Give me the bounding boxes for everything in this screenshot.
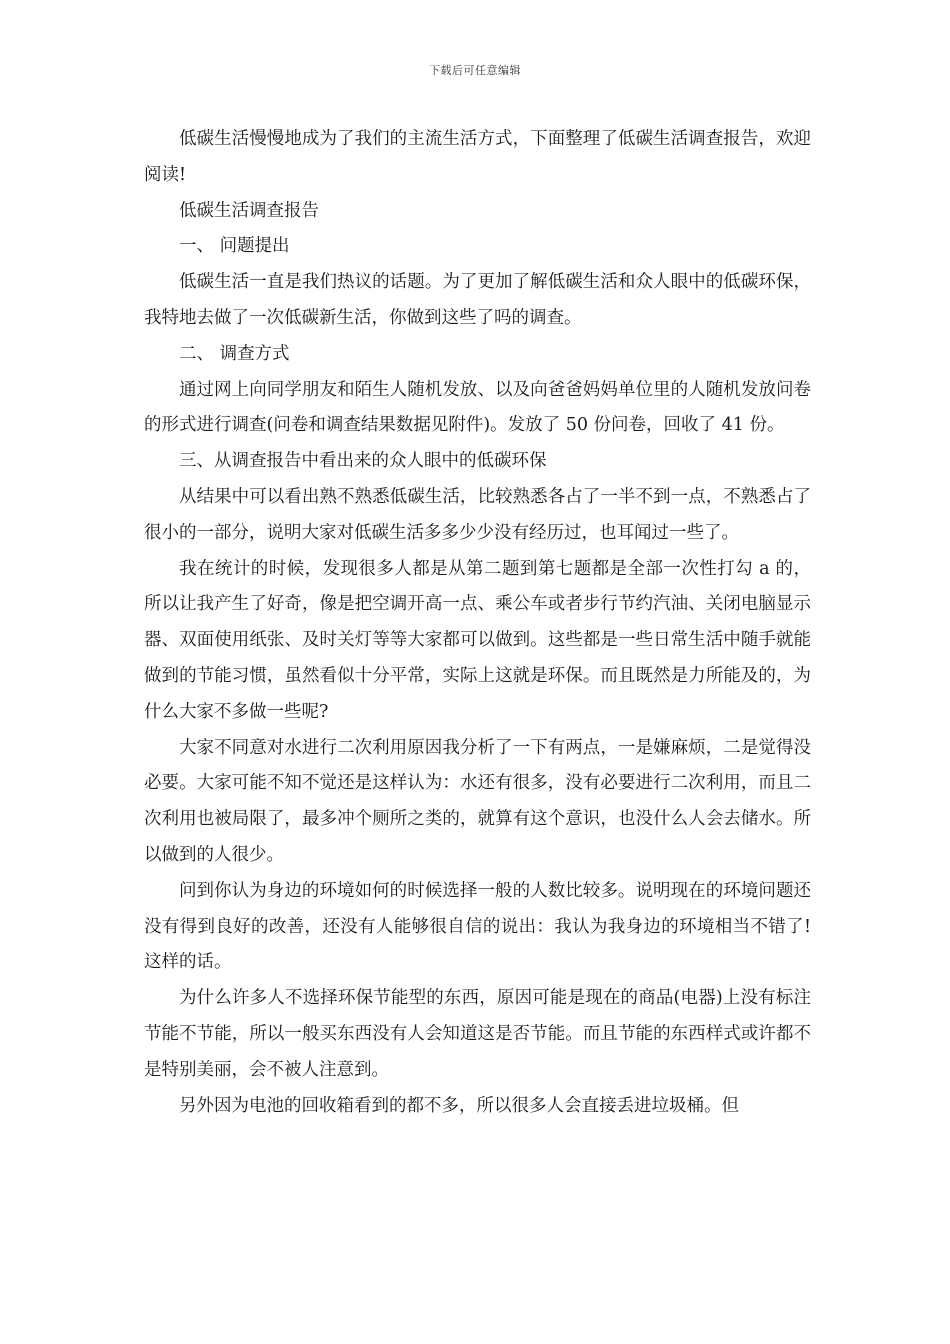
section-heading-2: 二、 调查方式 (179, 343, 290, 364)
body-paragraph: 另外因为电池的回收箱看到的都不多，所以很多人会直接丢进垃圾桶。但 (179, 1095, 739, 1116)
section-heading-1: 一、 问题提出 (179, 236, 290, 257)
intro-paragraph: 低碳生活慢慢地成为了我们的主流生活方式，下面整理了低碳生活调查报告，欢迎阅读! (144, 129, 811, 185)
document-body (144, 122, 811, 1124)
body-paragraph: 问到你认为身边的环境如何的时候选择一般的人数比较多。说明现在的环境问题还没有得到良好的改善，还没有人能够很自信的说出：我认为我身边的环境相当不错了!这样的话。 (144, 880, 811, 973)
page-header: 下载后可任意编辑 (429, 64, 521, 77)
body-paragraph: 为什么许多人不选择环保节能型的东西，原因可能是现在的商品(电器)上没有标注节能不节能，所以一般买东西没有人会知道这是否节能。而且节能的东西样式或许都不是特别美丽，会不被人注意到。 (144, 988, 811, 1080)
report-title: 低碳生活调查报告 (179, 200, 319, 221)
body-paragraph: 低碳生活一直是我们热议的话题。为了更加了解低碳生活和众人眼中的低碳环保，我特地去做了一次低碳新生活，你做到这些了吗的调查。 (144, 272, 811, 328)
section-heading-3: 三、从调查报告中看出来的众人眼中的低碳环保 (179, 451, 547, 472)
body-paragraph: 我在统计的时候，发现很多人都是从第二题到第七题都是全部一次性打勾 a 的，所以让我产生了好奇，像是把空调开高一点、乘公车或者步行节约汽油、关闭电脑显示器、双面使用纸张、及时关灯等等大家都可以做到。这些都是一些日常生活中随手就能做到的节能习惯，虽然看似十分平常，实际上这就是环保。而且既然是力所能及的，为什么大家不多做一些呢? (144, 558, 811, 722)
body-paragraph: 从结果中可以看出熟不熟悉低碳生活，比较熟悉各占了一半不到一点，不熟悉占了很小的一部分，说明大家对低碳生活多多少少没有经历过，也耳闻过一些了。 (144, 486, 811, 543)
body-paragraph: 通过网上向同学朋友和陌生人随机发放、以及向爸爸妈妈单位里的人随机发放问卷的形式进行调查(问卷和调查结果数据见附件)。发放了 50 份问卷，回收了 41 份。 (144, 379, 811, 436)
body-paragraph: 大家不同意对水进行二次利用原因我分析了一下有两点，一是嫌麻烦，二是觉得没必要。大家可能不知不觉还是这样认为：水还有很多，没有必要进行二次利用，而且二次利用也被局限了，最多冲个厕所之类的，就算有这个意识，也没什么人会去储水。所以做到的人很少。 (144, 737, 811, 865)
